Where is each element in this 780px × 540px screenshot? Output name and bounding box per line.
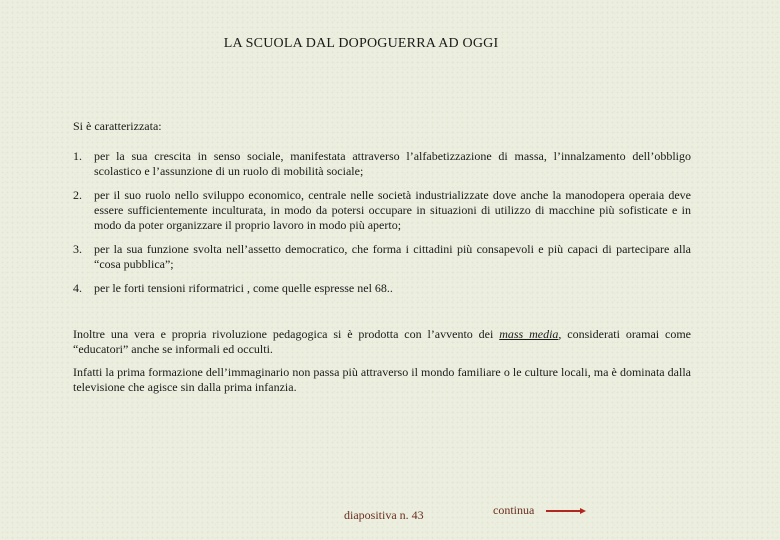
list-item-number: 1. [73, 149, 82, 163]
points-list [73, 149, 691, 296]
paragraph-text: , considerati oramai come “educatori” anche se informali ed occulti. [73, 327, 691, 356]
paragraph-mass-media [73, 327, 691, 357]
right-arrow-icon[interactable] [546, 506, 586, 516]
list-item [73, 188, 691, 233]
list-item-text: per il suo ruolo nello sviluppo economico, centrale nelle società industrializzate dove anche la manodopera operaia deve essere sufficientemente inculturata, in modo da potersi occupare in situazioni di utilizzo di macchine più sofisticate e in modo da poter organizzare il proprio lavoro in modo più aperto; [94, 188, 691, 232]
list-item-number: 4. [73, 281, 82, 295]
list-item-number: 2. [73, 188, 82, 202]
list-item-text: per le forti tensioni riformatrici , come quelle espresse nel 68.. [94, 281, 393, 295]
list-item-text: per la sua crescita in senso sociale, manifestata attraverso l’alfabetizzazione di massa, l’innalzamento dell’obbligo scolastico e l’assunzione di un ruolo di mobilità sociale; [94, 149, 691, 178]
continue-label[interactable]: continua [493, 503, 535, 517]
list-item-text: per la sua funzione svolta nell’assetto democratico, che forma i cittadini più consapevoli e più capaci di partecipare alla “cosa pubblica”; [94, 242, 691, 271]
continue-link[interactable] [493, 503, 586, 518]
list-item-number: 3. [73, 242, 82, 256]
paragraph-text: Inoltre una vera e propria rivoluzione pedagogica si è prodotta con l’avvento dei [73, 327, 500, 341]
slide-number: diapositiva n. 43 [344, 508, 424, 522]
paragraph-imaginary: Infatti la prima formazione dell’immaginario non passa più attraverso il mondo familiare o le culture locali, ma è dominata dalla televisione che agisce sin dalla prima infanzia. [73, 365, 691, 394]
list-item [73, 242, 691, 272]
intro-text: Si è caratterizzata: [73, 119, 162, 133]
mass-media-term: mass media [499, 327, 559, 341]
list-item [73, 149, 691, 179]
list-item [73, 281, 691, 296]
slide-content [73, 119, 691, 395]
slide-title: LA SCUOLA DAL DOPOGUERRA AD OGGI [223, 36, 499, 51]
